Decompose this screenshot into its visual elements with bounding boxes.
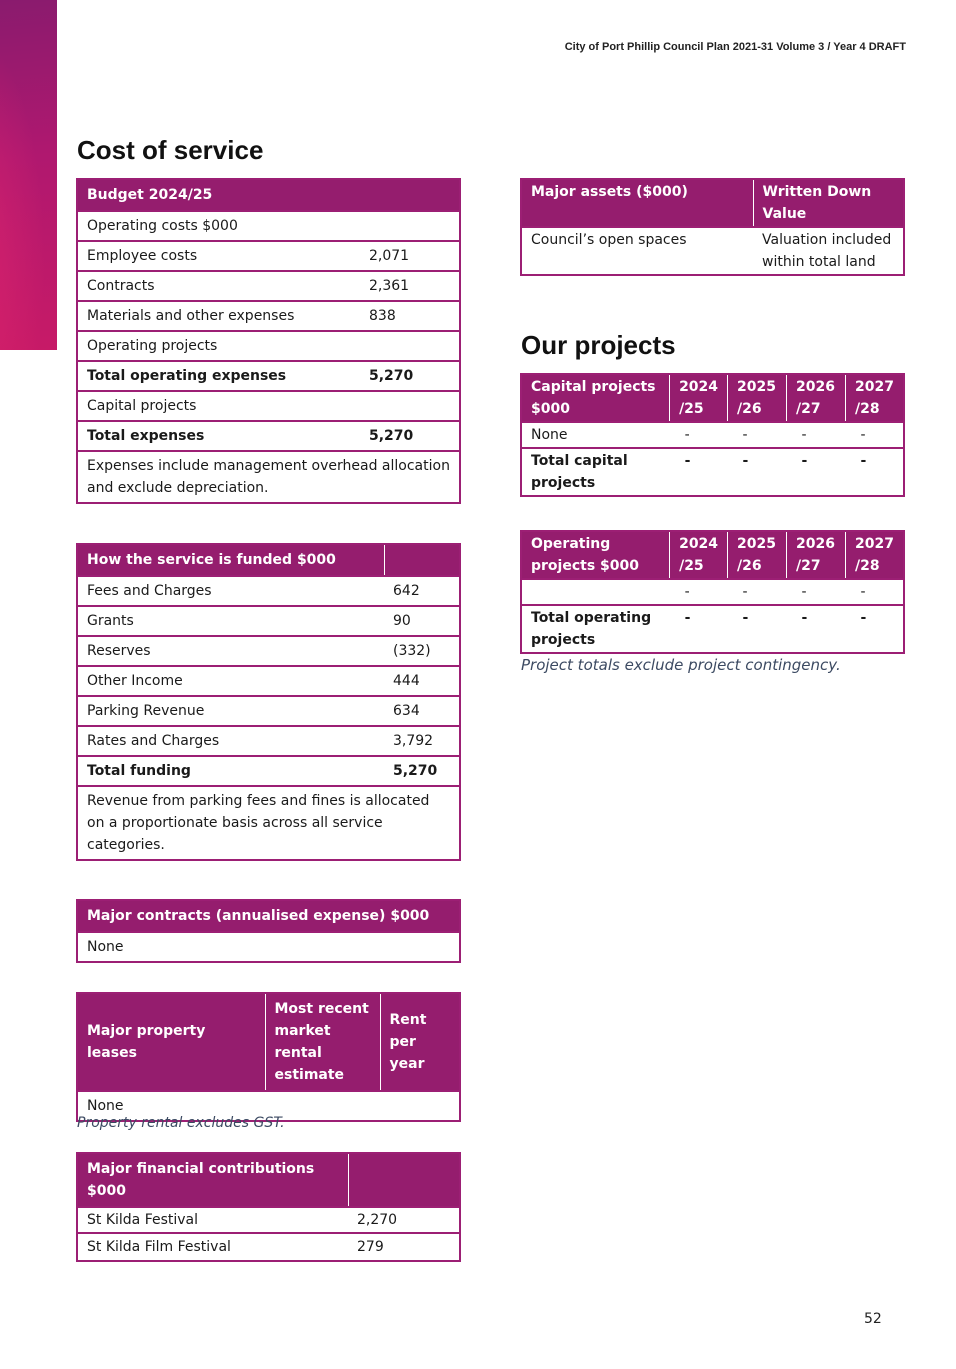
decorative-side-band [0,0,57,350]
contributions-header-empty [348,1153,460,1207]
row-value: - [728,605,787,653]
page-number: 52 [864,1311,882,1327]
table-note-row [77,451,460,503]
table-row [77,636,460,666]
table-row [77,726,460,756]
row-value: - [846,448,904,496]
row-value: Valuation included within total land [753,227,904,275]
row-label: None [77,1091,460,1121]
row-value: 2,071 [360,241,460,271]
row-label: Operating costs $000 [77,211,360,241]
table-row-total [77,421,460,451]
table-row [77,301,460,331]
row-label [521,579,670,605]
leases-header-name: Major property leases [77,993,265,1091]
projects-note: Project totals exclude project contingency. [521,656,841,674]
table-row [77,696,460,726]
row-label: Parking Revenue [77,696,384,726]
row-value: - [787,422,846,448]
contracts-header: Major contracts (annualised expense) $000 [77,900,460,932]
contracts-header-row [77,900,460,932]
leases-header-row [77,993,460,1091]
row-label: Total operating expenses [77,361,360,391]
year-header: 2024 /25 [670,531,728,579]
row-value: - [670,579,728,605]
year-header: 2024 /25 [670,374,728,422]
table-row [77,271,460,301]
table-row [77,606,460,636]
row-value: 5,270 [384,756,460,786]
year-header: 2027 /28 [846,374,904,422]
row-label: Other Income [77,666,384,696]
table-row [77,241,460,271]
row-value: 634 [384,696,460,726]
row-label: Grants [77,606,384,636]
row-value: - [787,605,846,653]
funding-header: How the service is funded $000 [77,544,384,576]
row-label: Total funding [77,756,384,786]
row-value: - [846,579,904,605]
table-row [77,576,460,606]
assets-table [520,178,905,276]
leases-header-rent: Rent per year [380,993,460,1091]
table-row [521,579,904,605]
row-label: Employee costs [77,241,360,271]
table-row-total [77,361,460,391]
table-row [77,1233,460,1261]
row-value: 2,361 [360,271,460,301]
our-projects-heading: Our projects [521,330,676,360]
year-header: 2025 /26 [728,531,787,579]
row-value: (332) [384,636,460,666]
row-value: - [728,422,787,448]
row-label: Reserves [77,636,384,666]
row-value: - [728,448,787,496]
cost-of-service-heading: Cost of service [77,135,264,165]
capital-projects-table [520,373,905,497]
table-row [521,227,904,275]
funding-header-empty [384,544,460,576]
row-value: - [787,579,846,605]
row-label: Rates and Charges [77,726,384,756]
assets-header-name: Major assets ($000) [521,179,753,227]
year-header: 2026 /27 [787,531,846,579]
year-header: 2026 /27 [787,374,846,422]
leases-note: Property rental excludes GST. [77,1115,285,1131]
row-value: 279 [348,1233,460,1261]
row-value [360,391,460,421]
row-value: - [846,605,904,653]
row-value: - [787,448,846,496]
row-value [360,331,460,361]
table-row-total [77,756,460,786]
row-value: - [728,579,787,605]
decorative-swoosh [0,0,57,350]
table-row [77,932,460,962]
row-label: Total capital projects [521,448,670,496]
table-row [521,422,904,448]
row-value: - [670,448,728,496]
table-row [77,1207,460,1233]
row-value: 838 [360,301,460,331]
row-value: - [670,422,728,448]
row-value: 642 [384,576,460,606]
funding-note: Revenue from parking fees and fines is allocated on a proportionate basis across all service categories. [77,786,460,860]
row-value: 5,270 [360,361,460,391]
row-label: Fees and Charges [77,576,384,606]
table-note-row [77,786,460,860]
row-label: Total operating projects [521,605,670,653]
table-row-total [521,448,904,496]
leases-header-estimate: Most recent market rental estimate [265,993,380,1091]
capital-header-label: Capital projects $000 [521,374,670,422]
row-label: Council’s open spaces [521,227,753,275]
capital-header-row [521,374,904,422]
leases-table [76,992,461,1122]
row-value: 3,792 [384,726,460,756]
row-label: Contracts [77,271,360,301]
contributions-table [76,1152,461,1262]
row-value: - [846,422,904,448]
contributions-header: Major financial contributions $000 [77,1153,348,1207]
funding-table [76,543,461,861]
document-header: City of Port Phillip Council Plan 2021-31 Volume 3 / Year 4 DRAFT [564,41,906,53]
operating-header-row [521,531,904,579]
budget-table [76,178,461,504]
table-row [77,666,460,696]
operating-header-label: Operating projects $000 [521,531,670,579]
row-label: None [77,932,460,962]
budget-header: Budget 2024/25 [77,179,460,211]
row-value: 444 [384,666,460,696]
row-label: Operating projects [77,331,360,361]
contracts-table [76,899,461,963]
row-label: Total expenses [77,421,360,451]
table-row-total [521,605,904,653]
assets-header-value: Written Down Value [753,179,904,227]
table-row [77,211,460,241]
row-value: - [670,605,728,653]
assets-header-row [521,179,904,227]
row-value: 5,270 [360,421,460,451]
row-label: Capital projects [77,391,360,421]
budget-header-row [77,179,460,211]
row-value: 2,270 [348,1207,460,1233]
operating-projects-table [520,530,905,654]
row-value: 90 [384,606,460,636]
table-row [77,331,460,361]
row-label: Materials and other expenses [77,301,360,331]
table-row [77,391,460,421]
year-header: 2025 /26 [728,374,787,422]
contributions-header-row [77,1153,460,1207]
budget-note: Expenses include management overhead allocation and exclude depreciation. [77,451,460,503]
row-label: None [521,422,670,448]
row-value [360,211,460,241]
row-label: St Kilda Festival [77,1207,348,1233]
row-label: St Kilda Film Festival [77,1233,348,1261]
year-header: 2027 /28 [846,531,904,579]
funding-header-row [77,544,460,576]
